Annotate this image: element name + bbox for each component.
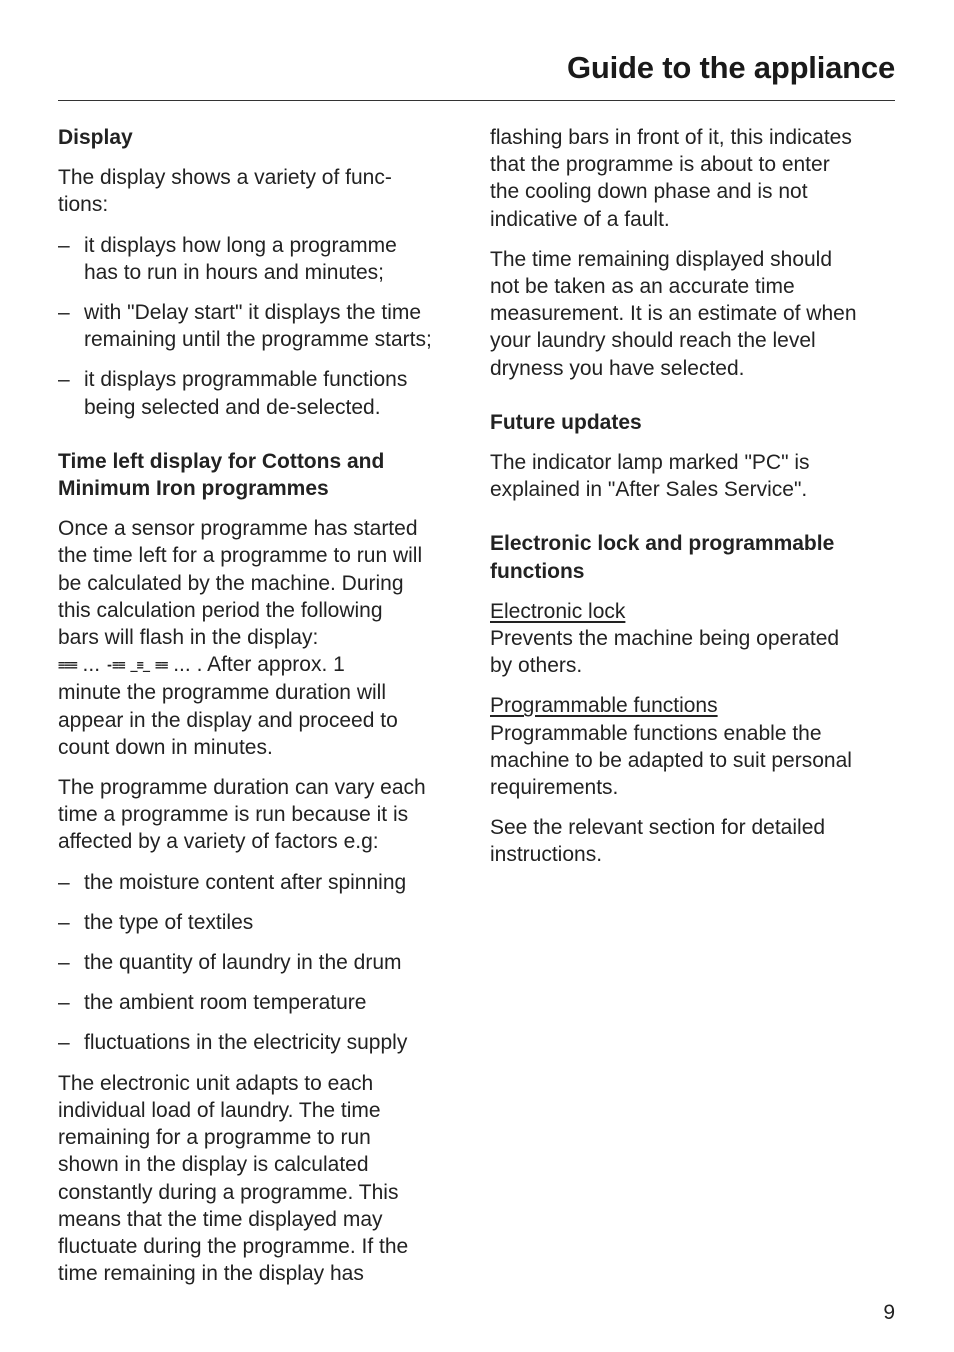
future-paragraph: The indicator lamp marked "PC" is explained in "After Sales Service". <box>490 451 810 502</box>
list-item: – fluctuations in the electricity supply <box>58 1031 408 1055</box>
display-bars-glyph: -≡≡ <box>105 658 125 673</box>
future-heading: Future updates <box>490 410 642 434</box>
display-heading: Display <box>58 126 133 149</box>
display-intro: The display shows a variety of func- tions: <box>58 166 392 217</box>
lock-paragraph: Electronic lock Prevents the machine being operated by others. <box>490 599 840 678</box>
display-bars-glyph: _≡_ <box>130 658 150 673</box>
left-column <box>58 124 468 1300</box>
list-item: – the ambient room temperature <box>58 991 367 1015</box>
timeleft-heading: Time left display for Cottons and Minimum Iron programmes <box>58 449 385 501</box>
factors-list <box>58 869 468 1057</box>
list-item: – the type of textiles <box>58 910 254 934</box>
display-bars-glyph: ≡≡ <box>154 658 168 673</box>
flash-paragraph: flashing bars in front of it, this indicates that the programme is about to enter the cooling down phase and is not indicative of a fault. <box>490 126 852 231</box>
timeleft-paragraph: Once a sensor programme has started the time left for a programme to run will be calculated by the machine. During this calculation period the following bars will flash in the display: ≡≡≡ ... -≡≡ _≡_ ≡≡ ... . After approx. 1 minute the programme duration will appear in the display and proceed to count down in minutes. <box>58 517 423 759</box>
display-bars-glyph: ≡≡≡ <box>58 658 77 673</box>
header-divider <box>58 100 895 101</box>
see-paragraph: See the relevant section for detailed instructions. <box>490 816 826 867</box>
list-item: – it displays how long a programme has to run in hours and minutes; <box>58 233 397 284</box>
right-column <box>490 124 900 882</box>
time-paragraph: The time remaining displayed should not be taken as an accurate time measurement. It is an estimate of when your laundry should reach the level dryness you have selected. <box>490 247 857 380</box>
page-title: Guide to the appliance <box>566 50 895 85</box>
page-number: 9 <box>883 1301 895 1324</box>
list-item: – it displays programmable functions being selected and de-selected. <box>58 368 408 419</box>
lock-heading: Electronic lock and programmable functions <box>490 532 835 583</box>
list-item: – the moisture content after spinning <box>58 870 407 894</box>
lock-term: Electronic lock <box>490 599 626 623</box>
list-item: – with "Delay start" it displays the time remaining until the programme starts; <box>58 301 432 352</box>
prog-paragraph: Programmable functions Programmable functions enable the machine to be adapted to suit personal requirements. <box>490 694 852 800</box>
prog-term: Programmable functions <box>490 694 718 718</box>
display-list <box>58 232 468 421</box>
list-item: – the quantity of laundry in the drum <box>58 951 402 975</box>
adapt-paragraph: The electronic unit adapts to each individual load of laundry. The time remaining for a programme to run shown in the display is calculated constantly during a programme. This means that the time displayed may fluctuate during the programme. If the time remaining in the display has <box>58 1071 409 1286</box>
duration-paragraph: The programme duration can vary each time a programme is run because it is affected by a variety of factors e.g: <box>58 776 426 854</box>
